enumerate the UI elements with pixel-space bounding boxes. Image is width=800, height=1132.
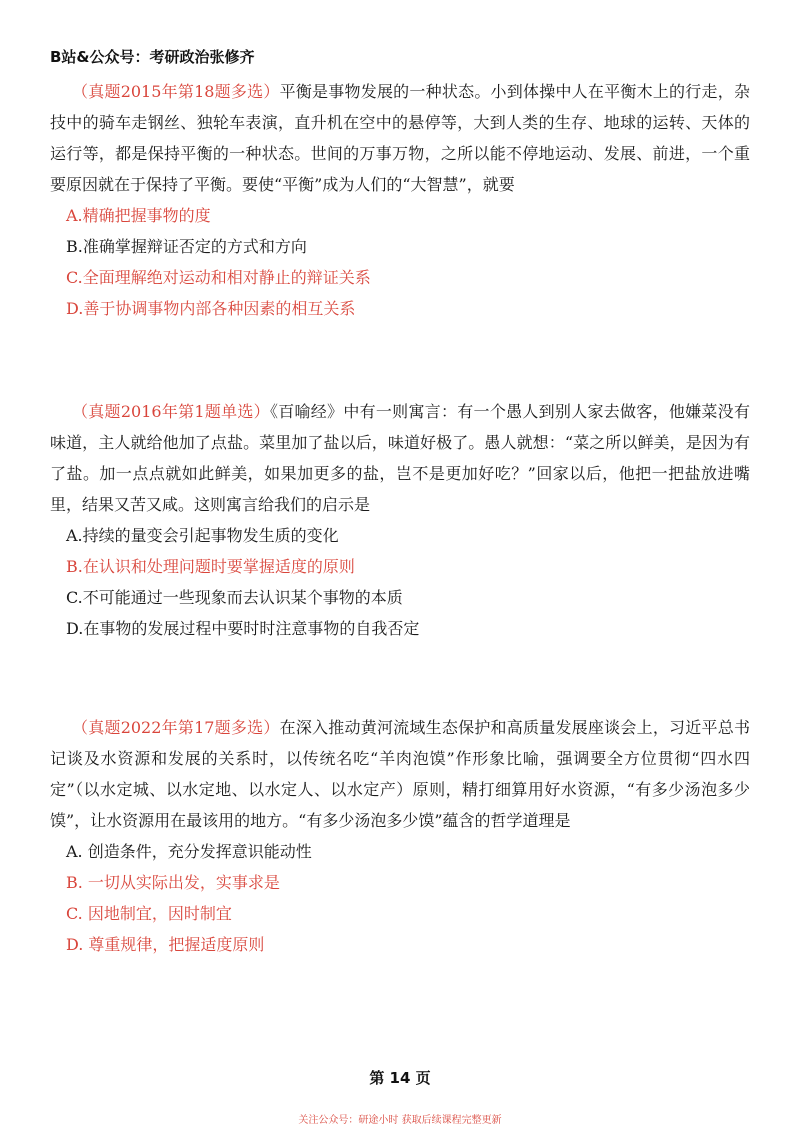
question-stem (50, 712, 750, 836)
question-source-tag: 真题2015年第18题多选 (88, 82, 264, 101)
page-header: B站&公众号：考研政治张修齐 (50, 48, 255, 66)
option-c: C. 因地制宜，因时制宜 (66, 904, 232, 923)
question-1 (50, 76, 750, 324)
question-3 (50, 712, 750, 960)
paren-close: ） (263, 82, 280, 101)
question-text: 《百喻经》中有一则寓言：有一个愚人到别人家去做客，他嫌菜没有味道，主人就给他加了点盐。菜里加了盐以后，味道好极了。愚人就想：“菜之所以鲜美，是因为有了盐。加一点点就如此鲜美，如果加更多的盐，岂不是更加好吃？”回家以后，他把一把盐放进嘴里，结果又苦又咸。这则寓言给我们的启示是 (50, 402, 750, 514)
paren-close: ） (253, 402, 270, 421)
paren-open: （ (72, 718, 89, 737)
question-text: 平衡是事物发展的一种状态。小到体操中人在平衡木上的行走，杂技中的骑车走钢丝、独轮车表演，直升机在空中的悬停等，大到人类的生存、地球的运转、天体的运行等，都是保持平衡的一种状态。世间的万事万物，之所以能不停地运动、发展、前进，一个重要原因就在于保持了平衡。要使“平衡”成为人们的“大智慧”，就要 (50, 82, 750, 194)
option-d: D. 尊重规律，把握适度原则 (66, 935, 265, 954)
option-d: D.善于协调事物内部各种因素的相互关系 (66, 299, 356, 318)
option-b: B. 一切从实际出发，实事求是 (66, 873, 280, 892)
page-number: 第 14 页 (369, 1069, 431, 1087)
option-a: A.持续的量变会引起事物发生质的变化 (66, 526, 339, 545)
paren-open: （ (72, 402, 89, 421)
paren-open: （ (72, 82, 89, 101)
promo-banner: 关注公众号：研途小时 获取后续课程完整更新 (298, 1115, 502, 1126)
question-stem (50, 76, 750, 200)
paren-close: ） (263, 718, 280, 737)
option-c: C.不可能通过一些现象而去认识某个事物的本质 (66, 588, 403, 607)
question-source-tag: 真题2016年第1题单选 (88, 402, 254, 421)
option-a: A. 创造条件，充分发挥意识能动性 (66, 842, 312, 861)
option-d: D.在事物的发展过程中要时时注意事物的自我否定 (66, 619, 420, 638)
option-b: B.在认识和处理问题时要掌握适度的原则 (66, 557, 355, 576)
question-source-tag: 真题2022年第17题多选 (88, 718, 264, 737)
option-b: B.准确掌握辩证否定的方式和方向 (66, 237, 307, 256)
option-a: A.精确把握事物的度 (66, 206, 211, 225)
question-stem (50, 396, 750, 520)
option-c: C.全面理解绝对运动和相对静止的辩证关系 (66, 268, 371, 287)
question-text: 在深入推动黄河流域生态保护和高质量发展座谈会上，习近平总书记谈及水资源和发展的关系时，以传统名吃“羊肉泡馍”作形象比喻，强调要全方位贯彻“四水四定”（以水定城、以水定地、以水定人、以水定产）原则，精打细算用好水资源，“有多少汤泡多少馍”，让水资源用在最该用的地方。“有多少汤泡多少馍”蕴含的哲学道理是 (50, 718, 750, 830)
question-2 (50, 396, 750, 644)
